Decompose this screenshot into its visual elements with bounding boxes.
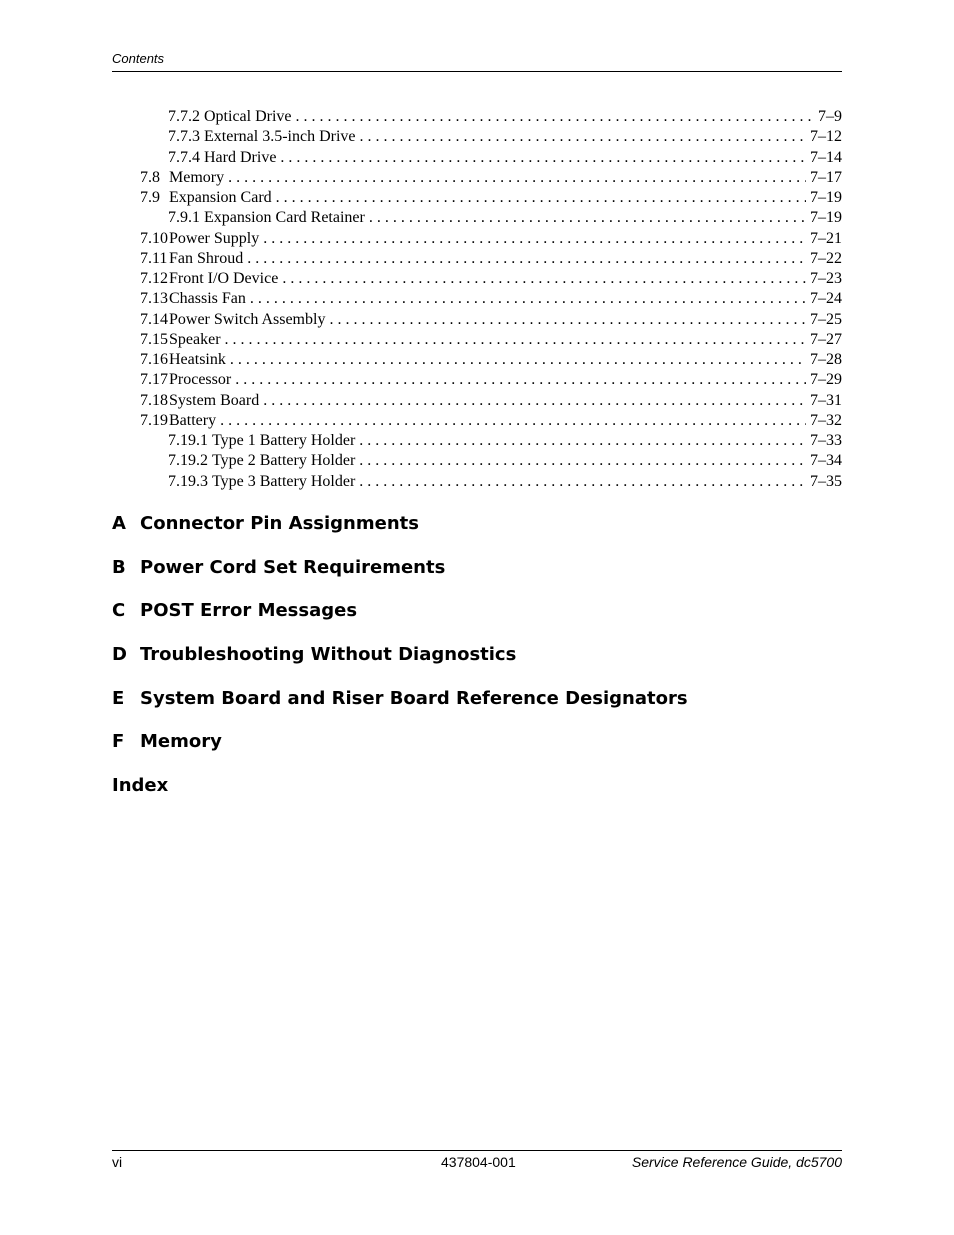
dot-leader [329,310,806,330]
toc-entry-page: 7–28 [810,351,842,368]
dot-leader [280,148,806,168]
toc-entry-title: Power Switch Assembly [169,310,326,328]
toc-entry-page: 7–25 [810,310,842,328]
toc-entry-number: 7.10 [140,229,168,247]
toc-entry[interactable] [140,310,842,330]
dot-leader [263,229,806,249]
toc-entry-title: Type 3 Battery Holder [212,472,356,490]
toc-entry-number: 7.19.1 [168,432,208,449]
toc-entry-page: 7–17 [810,168,842,186]
appendix-entry[interactable] [112,555,688,599]
footer-page-number: vi [112,1154,123,1170]
appendix-entry[interactable] [112,511,688,555]
toc-entry-number: 7.19 [140,411,168,429]
toc-entry-title: Optical Drive [204,108,292,125]
appendix-list [112,511,688,817]
dot-leader [230,350,806,370]
toc-entry-page: 7–27 [810,330,842,348]
toc-entry-number: 7.8 [140,168,160,186]
footer-part-number: 437804-001 [441,1154,516,1170]
toc-entry[interactable] [140,451,842,471]
toc-entry-page: 7–9 [818,108,842,125]
appendix-letter: B [112,556,126,578]
toc-entry-number: 7.9.1 [168,209,200,227]
toc-entry[interactable] [140,391,842,411]
toc-entry-title: Heatsink [169,351,226,368]
toc-entry-page: 7–35 [810,472,842,490]
toc-entry[interactable] [140,127,842,147]
toc-entry-number: 7.19.2 [168,452,208,470]
toc-entry-number: 7.11 [140,249,168,267]
dot-leader [359,451,806,471]
dot-leader [228,168,806,188]
toc-entry-title: Processor [169,371,232,389]
toc-entry-number: 7.7.4 [168,148,200,166]
header-rule [112,71,842,72]
footer-rule [112,1150,842,1151]
appendix-title: Power Cord Set Requirements [140,556,446,578]
dot-leader [359,431,806,451]
dot-leader [225,330,806,350]
dot-leader [263,391,806,411]
appendix-entry[interactable] [112,642,688,686]
toc-entry[interactable] [140,168,842,188]
toc-entry-number: 7.7.2 [168,108,200,125]
toc-entry[interactable] [140,370,842,390]
dot-leader [369,208,806,228]
toc-entry-number: 7.7.3 [168,128,200,146]
toc-entry-title: Fan Shroud [169,249,244,267]
toc-entry-page: 7–32 [810,411,842,429]
toc-entry-title: Expansion Card Retainer [204,209,365,227]
toc-entry[interactable] [140,350,842,370]
toc-entry[interactable] [140,148,842,168]
toc-entry-title: Type 1 Battery Holder [212,432,356,449]
appendix-letter: A [112,513,126,534]
dot-leader [296,107,814,127]
toc-entry-title: Type 2 Battery Holder [212,452,356,470]
appendix-title: Memory [140,731,222,753]
toc-entry-title: Front I/O Device [169,270,279,287]
dot-leader [235,370,806,390]
toc-entry[interactable] [140,208,842,228]
toc-entry-title: Power Supply [169,229,260,247]
appendix-title: Connector Pin Assignments [140,513,419,534]
appendix-letter: C [112,600,126,622]
appendix-entry[interactable] [112,729,688,773]
toc-entry-page: 7–24 [810,290,842,308]
toc-entry-title: Expansion Card [169,189,272,206]
appendix-title: Troubleshooting Without Diagnostics [140,644,517,666]
appendix-letter: D [112,644,127,666]
appendix-letter: F [112,731,125,753]
toc-entry[interactable] [140,289,842,309]
toc-entry-page: 7–31 [810,391,842,409]
toc-entry-title: Chassis Fan [169,290,246,308]
toc-entry-title: Speaker [169,330,221,348]
toc-entry-page: 7–23 [810,270,842,287]
dot-leader [276,188,806,208]
toc-entries-list [140,107,842,492]
toc-entry-number: 7.16 [140,351,168,368]
toc-entry-page: 7–19 [810,209,842,227]
toc-entry-page: 7–14 [810,148,842,166]
appendix-title: System Board and Riser Board Reference Designators [140,687,688,709]
toc-entry-page: 7–33 [810,432,842,449]
toc-entry-title: Battery [169,411,217,429]
toc-entry[interactable] [140,249,842,269]
toc-entry-page: 7–19 [810,189,842,206]
toc-entry-page: 7–21 [810,229,842,247]
toc-entry-page: 7–22 [810,249,842,267]
appendix-title: POST Error Messages [140,600,358,622]
toc-entry[interactable] [140,229,842,249]
toc-entry-number: 7.14 [140,310,168,328]
dot-leader [282,269,806,289]
dot-leader [220,411,806,431]
toc-entry-number: 7.19.3 [168,472,208,490]
toc-entry-title: Hard Drive [204,148,277,166]
toc-entry-number: 7.15 [140,330,168,348]
toc-entry-title: System Board [169,391,260,409]
dot-leader [360,127,807,147]
toc-entry-number: 7.13 [140,290,168,308]
toc-entry-number: 7.9 [140,189,160,206]
toc-entry-page: 7–12 [810,128,842,146]
appendix-letter: E [112,687,125,709]
toc-entry-number: 7.12 [140,270,168,287]
appendix-entry[interactable] [112,686,688,730]
toc-entry[interactable] [140,411,842,431]
toc-entry[interactable] [140,188,842,208]
dot-leader [250,289,806,309]
toc-entry[interactable] [140,107,842,127]
toc-entry[interactable] [140,269,842,289]
toc-entry-title: External 3.5-inch Drive [204,128,356,146]
appendix-title: Index [112,775,169,797]
dot-leader [359,472,806,492]
toc-entry-title: Memory [169,168,225,186]
appendix-entry[interactable] [112,773,688,817]
toc-entry-page: 7–29 [810,371,842,389]
toc-entry-number: 7.17 [140,371,168,389]
toc-entry[interactable] [140,330,842,350]
toc-entry-page: 7–34 [810,452,842,470]
running-head: Contents [112,51,165,66]
dot-leader [247,249,806,269]
footer-guide-title: Service Reference Guide, dc5700 [631,1154,842,1170]
toc-entry[interactable] [140,472,842,492]
toc-entry-number: 7.18 [140,391,168,409]
toc-entry[interactable] [140,431,842,451]
appendix-entry[interactable] [112,598,688,642]
